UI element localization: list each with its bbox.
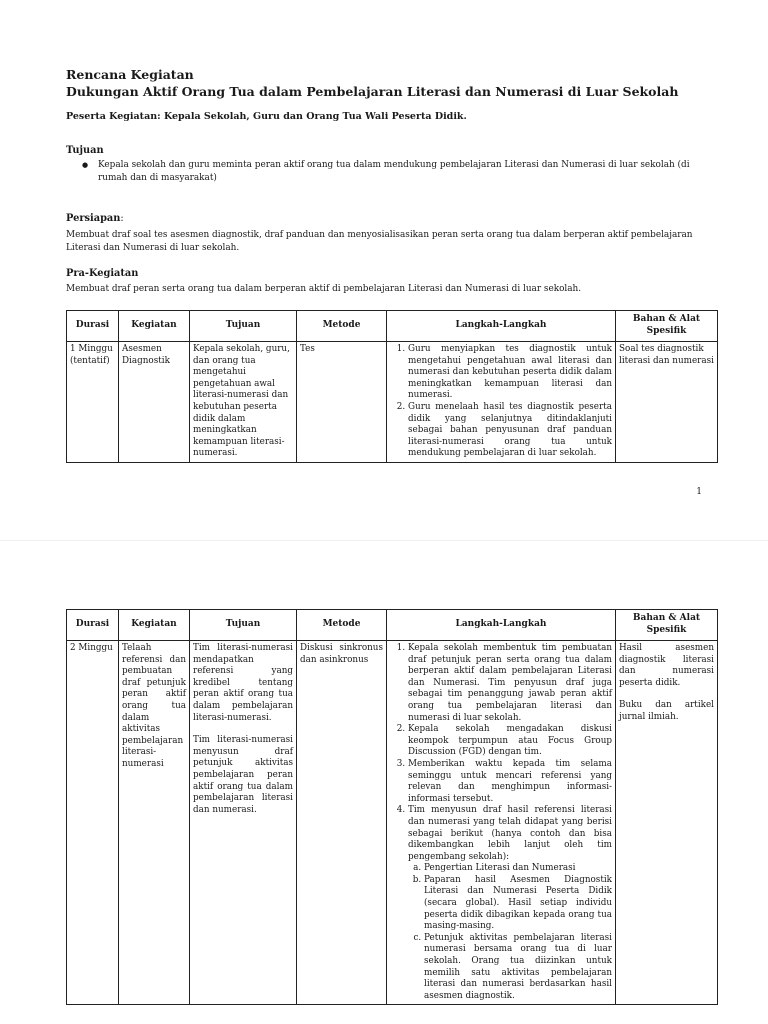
cell-durasi: 1 Minggu (tentatif) bbox=[67, 342, 119, 463]
tujuan-item: ● Kepala sekolah dan guru meminta peran aktif orang tua dalam mendukung pembelajaran Literasi dan Numerasi di luar sekolah (di rumah dan di masyarakat) bbox=[80, 159, 700, 185]
langkah-item: 1. Kepala sekolah membentuk tim pembuatan draf petunjuk peran serta orang tua dalam berperan aktif dalam pembelajaran Literasi dan Numerasi. Tim penyusun draf juga sebagai tim penanggung jawab peran aktif orang tua pembelajaran literasi dan numerasi di luar sekolah. bbox=[408, 643, 612, 724]
sub-item: a. Pengertian Literasi dan Numerasi bbox=[424, 863, 612, 875]
langkah-item bbox=[408, 805, 612, 1002]
tujuan-list bbox=[80, 159, 700, 185]
header-bahan: Bahan & Alat Spesifik bbox=[616, 610, 718, 641]
header-kegiatan: Kegiatan bbox=[119, 610, 190, 641]
cell-kegiatan: Asesmen Diagnostik bbox=[119, 342, 190, 463]
header-durasi: Durasi bbox=[67, 311, 119, 342]
cell-langkah bbox=[387, 342, 616, 463]
tujuan-paragraph-1: Tim literasi-numerasi mendapatkan referensi yang kredibel tentang peran aktif orang tua dalam pembelajaran literasi-numerasi. bbox=[193, 643, 293, 723]
cell-langkah bbox=[387, 641, 616, 1005]
cell-durasi: 2 Minggu bbox=[67, 641, 119, 1005]
langkah-item: 1. Guru menyiapkan tes diagnostik untuk mengetahui pengetahuan awal literasi dan numerasi dan kebutuhan peserta didik dalam meningkatkan kemampuan literasi dan numerasi. bbox=[408, 344, 612, 402]
langkah-sub-list bbox=[408, 863, 612, 1002]
cell-kegiatan: Telaah referensi dan pembuatan draf petunjuk peran aktif orang tua dalam aktivitas pembelajaran literasi-numerasi bbox=[119, 641, 190, 1005]
kegiatan-table-1 bbox=[66, 310, 718, 463]
bahan-paragraph-1: Hasil asesmen diagnostik literasi dan numerasi peserta didik. bbox=[619, 643, 714, 688]
header-metode: Metode bbox=[297, 610, 387, 641]
header-tujuan: Tujuan bbox=[190, 311, 297, 342]
prakegiatan-text: Membuat draf peran serta orang tua dalam berperan aktif di pembelajaran Literasi dan Numerasi di luar sekolah. bbox=[66, 284, 582, 294]
tujuan-paragraph-2: Tim literasi-numerasi menyusun draf petunjuk aktivitas pembelajaran peran aktif orang tua dalam pembelajaran literasi dan numerasi. bbox=[193, 735, 293, 815]
cell-metode: Diskusi sinkronus dan asinkronus bbox=[297, 641, 387, 1005]
cell-tujuan bbox=[190, 641, 297, 1005]
document-page-2 bbox=[0, 540, 768, 1024]
header-durasi: Durasi bbox=[67, 610, 119, 641]
langkah-item-text: Tim menyusun draf hasil referensi literasi dan numerasi yang telah didapat yang berisi sebagai berikut (hanya contoh dan bisa dikembangkan lebih lanjut oleh tim pengembang sekolah): bbox=[408, 805, 612, 862]
persiapan-heading-wrap bbox=[66, 213, 124, 224]
cell-tujuan: Kepala sekolah, guru, dan orang tua mengetahui pengetahuan awal literasi-numerasi dan kebutuhan peserta didik dalam meningkatkan kemampuan literasi-numerasi. bbox=[190, 342, 297, 463]
table-row bbox=[67, 342, 718, 463]
header-langkah: Langkah-Langkah bbox=[387, 610, 616, 641]
langkah-item: 2. Guru menelaah hasil tes diagnostik peserta didik yang selanjutnya ditindaklanjuti sebagai bahan penyusunan draf panduan literasi-numerasi orang tua untuk mendukung pembelajaran di luar sekolah. bbox=[408, 402, 612, 460]
langkah-item: 2. Kepala sekolah mengadakan diskusi keompok terpumpun atau Focus Group Discussion (FGD) dengan tim. bbox=[408, 724, 612, 759]
header-metode: Metode bbox=[297, 311, 387, 342]
prakegiatan-heading: Pra-Kegiatan bbox=[66, 268, 139, 279]
persiapan-colon: : bbox=[120, 213, 124, 224]
cell-bahan: Soal tes diagnostik literasi dan numerasi bbox=[616, 342, 718, 463]
header-langkah: Langkah-Langkah bbox=[387, 311, 616, 342]
tujuan-heading: Tujuan bbox=[66, 145, 104, 156]
langkah-list bbox=[390, 344, 612, 460]
kegiatan-table-2 bbox=[66, 609, 718, 1005]
title-line-1: Rencana Kegiatan bbox=[66, 67, 194, 82]
title-line-2: Dukungan Aktif Orang Tua dalam Pembelajaran Literasi dan Numerasi di Luar Sekolah bbox=[66, 84, 679, 99]
table-row bbox=[67, 641, 718, 1005]
header-kegiatan: Kegiatan bbox=[119, 311, 190, 342]
sub-item: b. Paparan hasil Asesmen Diagnostik Literasi dan Numerasi Peserta Didik (secara global). Hasil setiap individu peserta didik dibagikan kepada orang tua masing-masing. bbox=[424, 875, 612, 933]
persiapan-heading: Persiapan bbox=[66, 213, 121, 224]
table-header-row bbox=[67, 311, 718, 342]
bahan-paragraph-2: Buku dan artikel jurnal ilmiah. bbox=[619, 700, 714, 722]
cell-metode: Tes bbox=[297, 342, 387, 463]
langkah-list bbox=[390, 643, 612, 1002]
peserta-kegiatan: Peserta Kegiatan: Kepala Sekolah, Guru dan Orang Tua Wali Peserta Didik. bbox=[66, 111, 467, 122]
langkah-item: 3. Memberikan waktu kepada tim selama seminggu untuk mencari referensi yang relevan dan menghimpun informasi-informasi tersebut. bbox=[408, 759, 612, 805]
cell-bahan bbox=[616, 641, 718, 1005]
persiapan-text: Membuat draf soal tes asesmen diagnostik, draf panduan dan menyosialisasikan peran serta orang tua dalam berperan aktif pembelajaran Literasi dan Numerasi di luar sekolah. bbox=[66, 230, 693, 253]
document-title bbox=[66, 66, 678, 100]
table-header-row bbox=[67, 610, 718, 641]
header-tujuan: Tujuan bbox=[190, 610, 297, 641]
page-number: 1 bbox=[696, 487, 702, 497]
header-bahan: Bahan & Alat Spesifik bbox=[616, 311, 718, 342]
sub-item: c. Petunjuk aktivitas pembelajaran literasi numerasi bersama orang tua di luar sekolah. Orang tua diizinkan untuk memilih satu aktivitas pembelajaran literasi dan numerasi berdasarkan hasil asesmen diagnostik. bbox=[424, 933, 612, 1003]
